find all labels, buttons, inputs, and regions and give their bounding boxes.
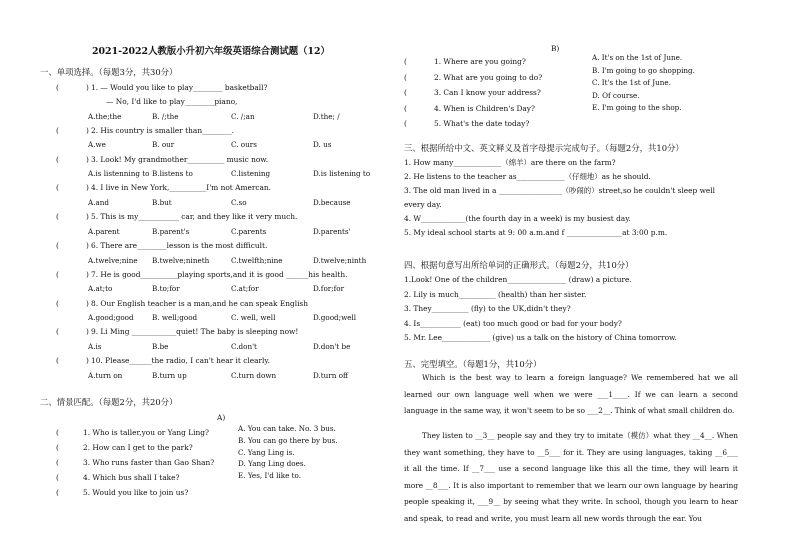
question-text: 1. Who is taller,you or Yang Ling?: [83, 428, 209, 437]
option-c: C. /;an: [231, 111, 255, 121]
answer-paren-close: ): [86, 241, 89, 250]
option-d: D.the; /: [313, 111, 340, 121]
fill-in-line: 3. They__________ (fly) to the UK,didn't they?: [404, 304, 571, 313]
option-d: D.for;for: [313, 284, 345, 294]
option-d: D.parents': [313, 226, 351, 236]
option-c: C.parents: [231, 226, 267, 236]
answer-option: D. Of course.: [592, 90, 640, 100]
option-c: C. well, well: [231, 313, 276, 323]
option-a: A.the;the: [88, 111, 122, 121]
option-d: D.good;well: [313, 313, 357, 323]
fill-in-line: every day.: [404, 200, 442, 209]
question-text: 5. Would you like to join us?: [83, 488, 189, 497]
option-a: A.we: [88, 140, 106, 150]
fill-in-line: 2. He listens to the teacher as_____________（仔细地）as he should.: [404, 172, 651, 181]
option-d: D.turn off: [313, 370, 349, 380]
option-c: C.twelfth;nine: [231, 255, 283, 265]
option-d: D.twelve;ninth: [313, 255, 367, 265]
answer-paren-close: ): [86, 269, 89, 279]
section4-heading: 四、根据句意写出所给单词的正确形式。（每题2分，共10分）: [404, 260, 634, 270]
option-b: B. well;good: [152, 313, 198, 323]
fill-in-line: 5. Mr. Lee_____________ (give) us a talk on the history of China tomorrow.: [404, 333, 677, 342]
question-text: 1. — Would you like to play________ basketball?: [91, 83, 268, 92]
question-text: 2. His country is smaller than________.: [91, 125, 234, 135]
answer-option: A. You can take. No. 3 bus.: [238, 424, 336, 433]
answer-paren-close: ): [86, 83, 89, 92]
question-text: 5. What's the date today?: [434, 119, 530, 128]
page-title: 2021-2022人教版小升初六年级英语综合测试题（12）: [92, 46, 330, 57]
option-d: D.is listening to: [313, 169, 371, 179]
fill-in-line: 4. W____________(the fourth day in a week) is my busiest day.: [404, 214, 631, 223]
question-text: 3. Can I know your address?: [434, 88, 541, 97]
option-c: C.don't: [231, 341, 257, 351]
option-c: C. ours: [231, 140, 257, 150]
question-text: 3. Who runs faster than Gao Shan?: [83, 458, 215, 467]
question-text: 2. What are you going to do?: [434, 72, 543, 82]
question-text: 4. Which bus shall I take?: [83, 473, 180, 482]
answer-paren-open: (: [56, 125, 59, 135]
question-text: 4. I live in New York,__________I'm not Amercan.: [91, 183, 272, 193]
answer-paren-open: (: [56, 241, 59, 250]
option-b: B.to;for: [152, 284, 180, 294]
option-b: B.twelve;nineth: [152, 255, 210, 265]
question-text: 6. There are________lesson is the most difficult.: [91, 241, 268, 250]
answer-paren-open: (: [56, 154, 59, 164]
fill-in-line: 3. The old man lived in a _________________（吵闹的）street,so he couldn't sleep well: [404, 186, 715, 195]
answer-option: B. I'm going to go shopping.: [592, 65, 695, 75]
option-a: A.and: [88, 197, 109, 207]
question-text: 10. Please______the radio, I can't hear it clearly.: [91, 356, 270, 366]
option-a: A.good;good: [88, 313, 134, 323]
fill-in-line: 1.Look! One of the children________________ (draw) a picture.: [404, 275, 632, 284]
answer-paren-open: (: [56, 356, 59, 366]
answer-paren-close: ): [86, 327, 89, 337]
answer-paren-open: (: [56, 327, 59, 337]
answer-paren-close: ): [86, 212, 89, 222]
question-text-2: — No, I'd like to play________piano,: [106, 97, 238, 106]
option-a: A.at;to: [88, 284, 113, 294]
option-a: A.parent: [88, 226, 120, 236]
answer-paren-open: (: [56, 298, 59, 308]
option-c: C.listening: [231, 169, 271, 179]
question-text: 8. Our English teacher is a man,and he can speak English: [91, 298, 308, 308]
answer-paren-open: (: [404, 57, 407, 66]
answer-option: C. It's the 1st of June.: [592, 78, 671, 87]
answer-paren-open: (: [56, 458, 59, 467]
section5-heading: 五、完型填空。（每题1分，共10分）: [404, 359, 542, 369]
answer-option: C. Yang Ling is.: [238, 447, 295, 457]
answer-option: E. I'm going to the shop.: [592, 103, 682, 112]
section3-heading: 三、根据所给中文、英文释义及首字母提示完成句子。（每题2分，共10分）: [404, 143, 684, 153]
answer-option: D. Yang Ling does.: [238, 459, 306, 469]
answer-paren-open: (: [404, 119, 407, 128]
option-b: B. /;the: [152, 111, 179, 121]
cloze-paragraph-2: They listen to __3__ people say and they try to imitate（模仿）what they __4__. When they want something, they have to __5___ for it. They are using languages, taking __6___ it all the time. If __7___ use a second language like this all the time, they will learn it more __8___. It is also important to remember that we learn our own language by hearing people speaking it, ___9__ by seeing what they write. In school, though you learn to hear and speak, to read and write, you must learn all new words through the ear. You: [404, 431, 738, 523]
option-d: D. us: [313, 140, 332, 150]
fill-in-line: 5. My ideal school starts at 9: 00 a.m.and f _______________at 3:00 p.m.: [404, 228, 668, 237]
answer-option: B. You can go there by bus.: [238, 435, 338, 445]
answer-paren-open: (: [404, 72, 407, 82]
answer-paren-close: ): [86, 298, 89, 308]
answer-paren-close: ): [86, 356, 89, 366]
answer-option: A. It's on the 1st of June.: [592, 53, 683, 62]
fill-in-line: 2. Lily is much__________ (health) than her sister.: [404, 289, 587, 299]
option-c: C.turn down: [231, 370, 277, 380]
option-a: A.is: [88, 341, 102, 351]
section1-heading: 一、单项选择。（每题3分，共30分）: [40, 67, 178, 77]
option-b: B.turn up: [152, 370, 187, 380]
option-b: B.but: [152, 197, 172, 207]
option-b: B.be: [152, 341, 169, 351]
question-text: 5. This is my___________ car, and they like it very much.: [91, 212, 298, 222]
question-text: 4. When is Children's Day?: [434, 103, 535, 113]
answer-paren-open: (: [56, 269, 59, 279]
question-text: 9. Li Ming ____________quiet! The baby is sleeping now!: [91, 327, 299, 337]
option-c: C.so: [231, 197, 247, 207]
fill-in-line: 1. How many_____________（绵羊）are there on the farm?: [404, 158, 616, 167]
question-text: 3. Look! My grandmother__________ music now.: [91, 154, 269, 164]
group-b-label: B): [551, 44, 560, 53]
answer-paren-open: (: [56, 83, 59, 92]
answer-option: E. Yes, I'd like to.: [238, 471, 302, 481]
answer-paren-open: (: [56, 183, 59, 193]
group-a-label: A): [217, 413, 226, 422]
option-b: B. our: [152, 140, 175, 150]
answer-paren-close: ): [86, 125, 89, 135]
option-a: A.twelve;nine: [88, 255, 138, 265]
option-b: B.listens to: [152, 169, 193, 179]
cloze-paragraph-1: Which is the best way to learn a foreign language? We remembered hat we all learned our own language well when we were ___1____. If we can learn a second language in the same way, it won't seem to be so ___2__. Think of what small children do.: [404, 373, 738, 415]
question-text: 2. How can I get to the park?: [83, 443, 193, 452]
answer-paren-open: (: [56, 443, 59, 452]
option-b: B.parent's: [152, 226, 190, 236]
answer-paren-open: (: [56, 428, 59, 437]
fill-in-line: 4. Is___________ (eat) too much good or bad for your body?: [404, 318, 622, 328]
answer-paren-open: (: [404, 88, 407, 97]
option-d: D.don't be: [313, 341, 351, 351]
option-a: A.turn on: [88, 370, 123, 380]
section2-heading: 二、情景匹配。（每题2分，共20分）: [40, 397, 178, 407]
answer-paren-open: (: [56, 212, 59, 222]
option-a: A.is listenning to: [88, 169, 150, 179]
answer-paren-close: ): [86, 183, 89, 193]
option-c: C.at;for: [231, 284, 259, 294]
answer-paren-open: (: [404, 103, 407, 113]
answer-paren-close: ): [86, 154, 89, 164]
option-d: D.because: [313, 197, 351, 207]
answer-paren-open: (: [56, 473, 59, 482]
question-text: 1. Where are you going?: [434, 57, 526, 66]
question-text: 7. He is good__________playing sports,and it is good ______his health.: [91, 269, 348, 279]
answer-paren-open: (: [56, 488, 59, 497]
